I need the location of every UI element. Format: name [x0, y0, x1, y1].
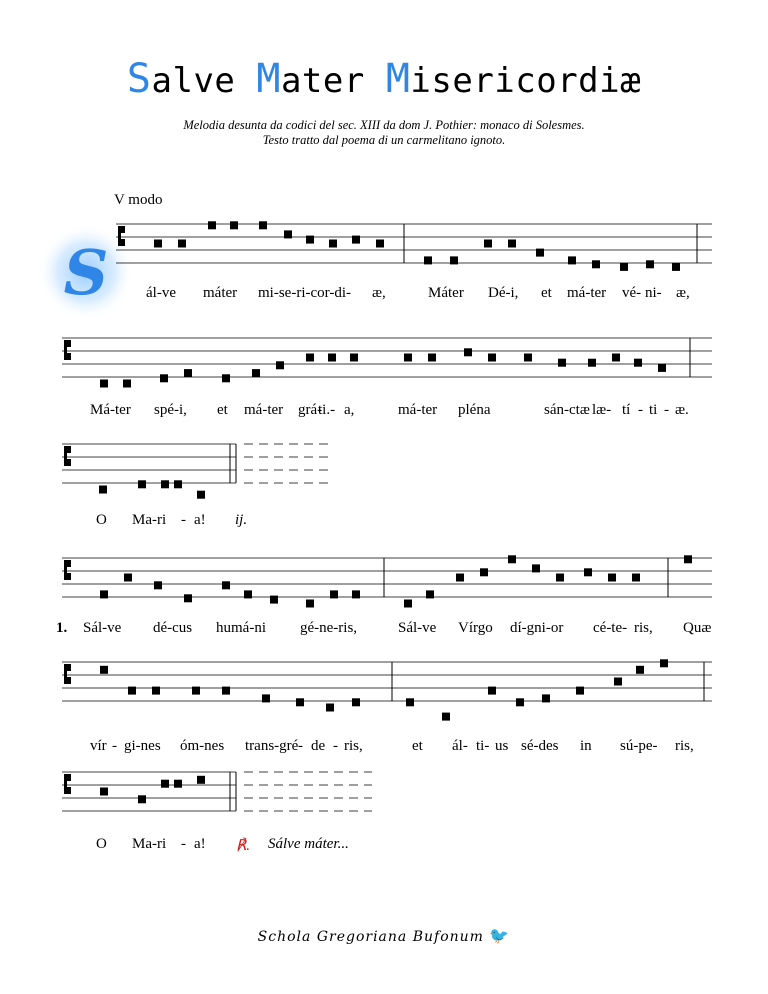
- lyric-4-7: Vírgo: [458, 620, 493, 636]
- lyric-5-3: gi-nes: [124, 738, 161, 754]
- lyric-5-15: in: [580, 738, 592, 754]
- c-clef-icon: [64, 664, 71, 684]
- lyric-1-8: má-ter: [567, 285, 607, 301]
- lyric-2-13: -: [638, 402, 643, 418]
- neume-punctum: [532, 564, 540, 572]
- lyric-1-5: Máter: [428, 285, 464, 301]
- lyric-2-15: -: [664, 402, 669, 418]
- neume-punctum: [184, 594, 192, 602]
- neume-punctum: [592, 260, 600, 268]
- neume-punctum: [636, 666, 644, 674]
- neume-punctum: [424, 256, 432, 264]
- lyric-1-10: ni-: [645, 285, 662, 301]
- lyric-6-4: a!: [194, 836, 206, 852]
- neume-punctum: [568, 256, 576, 264]
- lyric-5-12: ti-: [476, 738, 490, 754]
- neume-punctum: [672, 263, 680, 271]
- neume-punctum: [328, 354, 336, 362]
- neume-punctum: [276, 361, 284, 369]
- verse-number: 1.: [56, 620, 68, 636]
- lyric-2-4: má-ter: [244, 402, 284, 418]
- neume-punctum: [584, 568, 592, 576]
- lyric-2-1: Má-ter: [90, 402, 131, 418]
- neume-punctum: [488, 354, 496, 362]
- lyric-4-4: humá-ni: [216, 620, 266, 636]
- neume-punctum: [270, 596, 278, 604]
- subtitle-line-2: Testo tratto dal poema di un carmelitano ignoto.: [262, 133, 506, 147]
- neume-punctum: [306, 236, 314, 244]
- neume-punctum: [536, 249, 544, 257]
- neume-punctum: [558, 359, 566, 367]
- neume-punctum: [524, 354, 532, 362]
- lyric-3-3: -: [181, 512, 186, 528]
- neume-punctum: [426, 590, 434, 598]
- lyric-2-16: æ.: [675, 402, 689, 418]
- neume-punctum: [160, 374, 168, 382]
- lyric-5-16: sú-pe-: [620, 738, 658, 754]
- lyric-2-2: spé-i,: [154, 402, 187, 418]
- neume-punctum: [161, 480, 169, 488]
- neume-punctum: [404, 600, 412, 608]
- neume-punctum: [684, 555, 692, 563]
- neume-punctum: [508, 555, 516, 563]
- lyric-1-9: vé-: [622, 285, 642, 301]
- neume-punctum: [632, 574, 640, 582]
- neume-punctum: [208, 221, 216, 229]
- neume-punctum: [588, 359, 596, 367]
- lyric-2-11: læ-: [592, 402, 612, 418]
- lyric-5-17: ris,: [675, 738, 694, 754]
- neume-punctum: [352, 236, 360, 244]
- lyric-6-2: Ma-ri: [132, 836, 167, 852]
- neume-punctum: [480, 568, 488, 576]
- neume-punctum: [197, 491, 205, 499]
- neume-punctum: [230, 221, 238, 229]
- lyric-2-5: grá-: [298, 402, 323, 418]
- neume-punctum: [329, 240, 337, 248]
- neume-punctum: [100, 590, 108, 598]
- neume-punctum: [100, 788, 108, 796]
- neume-punctum: [612, 354, 620, 362]
- lyric-1-7: et: [541, 285, 552, 301]
- lyric-4-9: cé-te-: [593, 620, 628, 636]
- neume-punctum: [154, 581, 162, 589]
- lyric-5-13: us: [495, 738, 509, 754]
- neume-punctum: [608, 574, 616, 582]
- neume-punctum: [376, 240, 384, 248]
- neume-punctum: [222, 687, 230, 695]
- lyric-4-11: Quæ: [683, 620, 712, 636]
- lyric-1-2: máter: [203, 285, 238, 301]
- neume-punctum: [406, 698, 414, 706]
- frog-bird-icon: 🐦: [489, 926, 511, 945]
- lyric-5-6: -: [298, 738, 303, 754]
- neume-punctum: [154, 240, 162, 248]
- neume-punctum: [252, 369, 260, 377]
- c-clef-icon: [64, 560, 71, 580]
- lyric-2-12: tí: [622, 402, 631, 418]
- lyric-5-7: de: [311, 738, 326, 754]
- neume-punctum: [306, 354, 314, 362]
- neume-punctum: [161, 780, 169, 788]
- lyric-6-3: -: [181, 836, 186, 852]
- neume-punctum: [614, 678, 622, 686]
- lyric-2-8: má-ter: [398, 402, 438, 418]
- lyric-4-5: gé-ne-ris,: [300, 620, 358, 636]
- lyric-2-9: pléna: [458, 402, 491, 418]
- lyric-4-3: dé-cus: [153, 620, 193, 636]
- neume-punctum: [350, 354, 358, 362]
- neume-punctum: [222, 581, 230, 589]
- mode-label: V modo: [114, 192, 163, 208]
- lyric-4-2: Sál-ve: [83, 620, 122, 636]
- neume-punctum: [450, 256, 458, 264]
- neume-punctum: [174, 480, 182, 488]
- lyric-5-8: -: [333, 738, 338, 754]
- neume-punctum: [192, 687, 200, 695]
- lyric-5-10: et: [412, 738, 423, 754]
- lyric-2-3: et: [217, 402, 228, 418]
- neume-punctum: [576, 687, 584, 695]
- lyric-5-4: óm-nes: [180, 738, 225, 754]
- neume-punctum: [178, 240, 186, 248]
- title-word-isericordiae: isericordiæ: [410, 61, 642, 101]
- lyric-2-7: a,: [344, 402, 355, 418]
- lyric-1-11: æ,: [676, 285, 690, 301]
- neume-punctum: [428, 354, 436, 362]
- neume-punctum: [174, 780, 182, 788]
- subtitle-line-1: Melodia desunta da codici del sec. XIII da dom J. Pothier: monaco di Solesmes.: [183, 118, 585, 132]
- neume-punctum: [484, 240, 492, 248]
- neume-punctum: [556, 574, 564, 582]
- neume-punctum: [516, 698, 524, 706]
- neume-punctum: [128, 687, 136, 695]
- lyric-5-2: -: [112, 738, 117, 754]
- title-initial-s: S: [126, 56, 152, 102]
- lyric-2-14: ti: [649, 402, 658, 418]
- lyric-4-8: dí-gni-or: [510, 620, 564, 636]
- lyric-6-1: O: [96, 836, 107, 852]
- response-symbol: ℟.: [236, 838, 251, 854]
- neume-punctum: [660, 659, 668, 667]
- lyric-3-5: ij.: [235, 512, 248, 528]
- lyric-2-10: sán-ctæ: [544, 402, 590, 418]
- neume-punctum: [262, 694, 270, 702]
- neume-notes: [99, 221, 692, 803]
- neume-punctum: [634, 359, 642, 367]
- neume-punctum: [244, 590, 252, 598]
- neume-punctum: [100, 380, 108, 388]
- neume-punctum: [284, 230, 292, 238]
- lyric-5-5: trans-gré: [245, 738, 299, 754]
- lyric-4-10: ris,: [634, 620, 653, 636]
- lyric-6-6: Sálve máter...: [268, 836, 349, 852]
- c-clef-icon: [64, 340, 71, 360]
- lyric-4-6: Sál-ve: [398, 620, 437, 636]
- neume-punctum: [296, 698, 304, 706]
- ornamental-initial-s: S: [63, 236, 109, 309]
- neume-punctum: [646, 260, 654, 268]
- neume-punctum: [326, 704, 334, 712]
- lyric-3-2: Ma-ri: [132, 512, 167, 528]
- neume-punctum: [100, 666, 108, 674]
- footer-text: Schola Gregoriana Bufonum: [257, 929, 484, 945]
- neume-punctum: [508, 240, 516, 248]
- neume-punctum: [456, 574, 464, 582]
- lyric-1-4: æ,: [372, 285, 386, 301]
- neume-punctum: [620, 263, 628, 271]
- lyric-5-14: sé-des: [521, 738, 559, 754]
- lyric-1-6: Dé-i,: [488, 285, 519, 301]
- neume-punctum: [330, 590, 338, 598]
- lyric-2-6: ti.-: [318, 402, 336, 418]
- neume-punctum: [542, 694, 550, 702]
- neume-punctum: [197, 776, 205, 784]
- title-initial-m1: M: [256, 56, 281, 102]
- neume-punctum: [184, 369, 192, 377]
- neume-punctum: [124, 574, 132, 582]
- lyric-5-11: ál-: [452, 738, 468, 754]
- lyric-1-3: mi-se-ri-cor-di-: [258, 285, 351, 301]
- c-clef-icon: [64, 446, 71, 466]
- neume-punctum: [152, 687, 160, 695]
- neume-punctum: [123, 380, 131, 388]
- title-initial-m2: M: [385, 56, 411, 102]
- neume-punctum: [222, 374, 230, 382]
- neume-punctum: [404, 354, 412, 362]
- c-clef-icon: [64, 774, 71, 794]
- lyric-3-1: O: [96, 512, 107, 528]
- lyric-1-1: ál-ve: [146, 285, 176, 301]
- neume-punctum: [306, 600, 314, 608]
- neume-punctum: [138, 795, 146, 803]
- neume-punctum: [488, 687, 496, 695]
- neume-punctum: [464, 348, 472, 356]
- neume-punctum: [658, 364, 666, 372]
- neume-punctum: [352, 698, 360, 706]
- lyric-5-1: vír: [90, 738, 107, 754]
- lyric-3-4: a!: [194, 512, 206, 528]
- neume-punctum: [99, 486, 107, 494]
- neume-punctum: [442, 713, 450, 721]
- neume-punctum: [259, 221, 267, 229]
- neume-punctum: [138, 480, 146, 488]
- footer-signature: [0, 926, 768, 945]
- neume-punctum: [352, 590, 360, 598]
- title-word-alve: alve: [151, 61, 257, 101]
- title-word-ater: ater: [280, 61, 386, 101]
- c-clef-icon: [118, 226, 125, 246]
- lyric-5-9: ris,: [344, 738, 363, 754]
